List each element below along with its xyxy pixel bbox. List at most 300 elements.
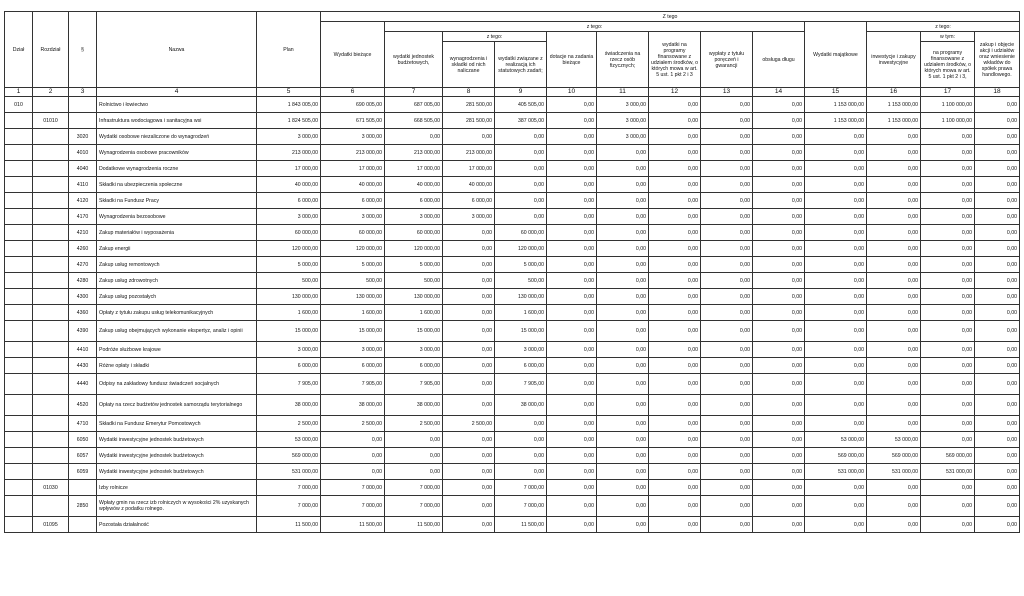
- column-number: 7: [385, 88, 443, 97]
- cell-inwestycje: 531 000,00: [867, 464, 921, 480]
- cell-zadania-statutowe: 500,00: [495, 273, 547, 289]
- cell-programy: 0,00: [649, 432, 701, 448]
- cell-dotacje: 0,00: [547, 395, 597, 416]
- cell-programy: 0,00: [649, 257, 701, 273]
- header-zadania-statutowe: wydatki związane z realizacją ich statutowych zadań;: [495, 42, 547, 88]
- cell-rozdzial: [33, 374, 69, 395]
- header-wydatki-majatkowe: Wydatki majątkowe: [805, 22, 867, 88]
- table-header: [5, 12, 1020, 97]
- header-paragraf: §: [69, 12, 97, 88]
- cell-inwestycje: 0,00: [867, 193, 921, 209]
- cell-paragraf: 4300: [69, 289, 97, 305]
- cell-dotacje: 0,00: [547, 416, 597, 432]
- cell-dotacje: 0,00: [547, 177, 597, 193]
- cell-swiadczenia: 0,00: [597, 305, 649, 321]
- cell-nazwa: Rolnictwo i łowiectwo: [97, 97, 257, 113]
- cell-poreczenia: 0,00: [701, 342, 753, 358]
- column-number: 12: [649, 88, 701, 97]
- cell-wydatki-jednostek: 500,00: [385, 273, 443, 289]
- cell-inwestycje: 0,00: [867, 289, 921, 305]
- cell-rozdzial: [33, 97, 69, 113]
- cell-dzial: [5, 145, 33, 161]
- cell-rozdzial: [33, 358, 69, 374]
- cell-rozdzial: [33, 321, 69, 342]
- cell-akcje: 0,00: [975, 225, 1020, 241]
- cell-wydatki-majatkowe: 569 000,00: [805, 448, 867, 464]
- cell-akcje: 0,00: [975, 464, 1020, 480]
- cell-wydatki-biezace: 6 000,00: [321, 193, 385, 209]
- cell-poreczenia: 0,00: [701, 257, 753, 273]
- cell-wydatki-majatkowe: 0,00: [805, 257, 867, 273]
- cell-dzial: [5, 177, 33, 193]
- cell-zadania-statutowe: 15 000,00: [495, 321, 547, 342]
- cell-obsluga-dlugu: 0,00: [753, 289, 805, 305]
- cell-paragraf: 4120: [69, 193, 97, 209]
- cell-zadania-statutowe: 7 000,00: [495, 480, 547, 496]
- table-row: [5, 448, 1020, 464]
- cell-plan: 569 000,00: [257, 448, 321, 464]
- cell-nazwa: Wpłaty gmin na rzecz izb rolniczych w wysokości 2% uzyskanych wpływów z podatku rolnego.: [97, 496, 257, 517]
- column-number: 11: [597, 88, 649, 97]
- cell-programy: 0,00: [649, 321, 701, 342]
- cell-na-programy: 0,00: [921, 321, 975, 342]
- cell-wydatki-majatkowe: 0,00: [805, 480, 867, 496]
- cell-obsluga-dlugu: 0,00: [753, 416, 805, 432]
- cell-wynagrodzenia: 0,00: [443, 342, 495, 358]
- cell-wydatki-majatkowe: 0,00: [805, 374, 867, 395]
- cell-swiadczenia: 0,00: [597, 209, 649, 225]
- cell-programy: 0,00: [649, 342, 701, 358]
- cell-programy: 0,00: [649, 448, 701, 464]
- cell-paragraf: 6057: [69, 448, 97, 464]
- cell-wydatki-jednostek: 7 000,00: [385, 480, 443, 496]
- cell-zadania-statutowe: 11 500,00: [495, 517, 547, 533]
- cell-zadania-statutowe: 38 000,00: [495, 395, 547, 416]
- cell-obsluga-dlugu: 0,00: [753, 97, 805, 113]
- cell-obsluga-dlugu: 0,00: [753, 145, 805, 161]
- cell-programy: 0,00: [649, 241, 701, 257]
- cell-dzial: [5, 113, 33, 129]
- cell-na-programy: 0,00: [921, 225, 975, 241]
- cell-wydatki-majatkowe: 0,00: [805, 395, 867, 416]
- cell-wydatki-jednostek: 130 000,00: [385, 289, 443, 305]
- cell-obsluga-dlugu: 0,00: [753, 193, 805, 209]
- cell-wydatki-jednostek: 6 000,00: [385, 358, 443, 374]
- cell-dotacje: 0,00: [547, 496, 597, 517]
- cell-na-programy: 0,00: [921, 257, 975, 273]
- column-number: 9: [495, 88, 547, 97]
- cell-plan: 38 000,00: [257, 395, 321, 416]
- cell-nazwa: Różne opłaty i składki: [97, 358, 257, 374]
- cell-akcje: 0,00: [975, 257, 1020, 273]
- cell-programy: 0,00: [649, 496, 701, 517]
- cell-inwestycje: 0,00: [867, 225, 921, 241]
- cell-wydatki-jednostek: 17 000,00: [385, 161, 443, 177]
- cell-plan: 15 000,00: [257, 321, 321, 342]
- cell-paragraf: 4710: [69, 416, 97, 432]
- cell-zadania-statutowe: 1 600,00: [495, 305, 547, 321]
- cell-paragraf: 4430: [69, 358, 97, 374]
- cell-paragraf: 4110: [69, 177, 97, 193]
- table-row: [5, 241, 1020, 257]
- cell-wydatki-biezace: 2 500,00: [321, 416, 385, 432]
- header-z-tego-top: Z tego: [321, 12, 1020, 22]
- cell-na-programy: 0,00: [921, 342, 975, 358]
- header-programy: wydatki na programy finansowane z udziałem środków, o których mowa w art. 5 ust. 1 pkt 2 i 3: [649, 32, 701, 88]
- cell-na-programy: 1 100 000,00: [921, 113, 975, 129]
- cell-zadania-statutowe: 0,00: [495, 129, 547, 145]
- cell-wynagrodzenia: 3 000,00: [443, 209, 495, 225]
- cell-nazwa: Składki na ubezpieczenia społeczne: [97, 177, 257, 193]
- cell-rozdzial: [33, 448, 69, 464]
- cell-poreczenia: 0,00: [701, 97, 753, 113]
- cell-rozdzial: [33, 464, 69, 480]
- cell-zadania-statutowe: 120 000,00: [495, 241, 547, 257]
- header-dzial: Dział: [5, 12, 33, 88]
- column-number: 1: [5, 88, 33, 97]
- table-row: [5, 193, 1020, 209]
- header-wydatki-biezace: Wydatki bieżące: [321, 22, 385, 88]
- cell-inwestycje: 1 153 000,00: [867, 113, 921, 129]
- cell-plan: 120 000,00: [257, 241, 321, 257]
- cell-plan: 5 000,00: [257, 257, 321, 273]
- table-row: [5, 257, 1020, 273]
- cell-paragraf: [69, 480, 97, 496]
- column-number: 10: [547, 88, 597, 97]
- cell-rozdzial: [33, 342, 69, 358]
- cell-wynagrodzenia: 0,00: [443, 358, 495, 374]
- cell-wydatki-jednostek: 120 000,00: [385, 241, 443, 257]
- cell-wydatki-majatkowe: 1 153 000,00: [805, 97, 867, 113]
- cell-plan: 7 000,00: [257, 480, 321, 496]
- cell-plan: 1 843 005,00: [257, 97, 321, 113]
- cell-programy: 0,00: [649, 209, 701, 225]
- cell-dzial: [5, 129, 33, 145]
- cell-wydatki-biezace: 213 000,00: [321, 145, 385, 161]
- cell-akcje: 0,00: [975, 496, 1020, 517]
- cell-zadania-statutowe: 5 000,00: [495, 257, 547, 273]
- cell-swiadczenia: 0,00: [597, 480, 649, 496]
- cell-wydatki-majatkowe: 1 153 000,00: [805, 113, 867, 129]
- cell-rozdzial: [33, 305, 69, 321]
- cell-swiadczenia: 0,00: [597, 448, 649, 464]
- header-swiadczenia: świadczenia na rzecz osób fizycznych;: [597, 32, 649, 88]
- column-number: 16: [867, 88, 921, 97]
- cell-wydatki-jednostek: 3 000,00: [385, 342, 443, 358]
- cell-nazwa: Wydatki osobowe niezaliczone do wynagrodzeń: [97, 129, 257, 145]
- cell-akcje: 0,00: [975, 448, 1020, 464]
- cell-zadania-statutowe: 387 005,00: [495, 113, 547, 129]
- cell-wydatki-biezace: 1 600,00: [321, 305, 385, 321]
- cell-nazwa: Zakup usług obejmujących wykonanie ekspertyz, analiz i opinii: [97, 321, 257, 342]
- cell-akcje: 0,00: [975, 193, 1020, 209]
- cell-dzial: 010: [5, 97, 33, 113]
- cell-paragraf: 4040: [69, 161, 97, 177]
- cell-dzial: [5, 374, 33, 395]
- table-row: [5, 432, 1020, 448]
- cell-rozdzial: [33, 273, 69, 289]
- cell-inwestycje: 0,00: [867, 177, 921, 193]
- cell-wydatki-biezace: 3 000,00: [321, 129, 385, 145]
- cell-inwestycje: 0,00: [867, 129, 921, 145]
- cell-na-programy: 0,00: [921, 145, 975, 161]
- cell-wydatki-biezace: 690 005,00: [321, 97, 385, 113]
- table-row: [5, 289, 1020, 305]
- table-row: [5, 342, 1020, 358]
- cell-paragraf: 4520: [69, 395, 97, 416]
- cell-poreczenia: 0,00: [701, 416, 753, 432]
- cell-akcje: 0,00: [975, 342, 1020, 358]
- cell-plan: 11 500,00: [257, 517, 321, 533]
- cell-inwestycje: 0,00: [867, 161, 921, 177]
- cell-obsluga-dlugu: 0,00: [753, 209, 805, 225]
- cell-inwestycje: 0,00: [867, 321, 921, 342]
- cell-dzial: [5, 161, 33, 177]
- cell-nazwa: Odpisy na zakładowy fundusz świadczeń socjalnych: [97, 374, 257, 395]
- cell-nazwa: Izby rolnicze: [97, 480, 257, 496]
- cell-wynagrodzenia: 0,00: [443, 257, 495, 273]
- cell-poreczenia: 0,00: [701, 161, 753, 177]
- cell-na-programy: 0,00: [921, 129, 975, 145]
- cell-rozdzial: [33, 241, 69, 257]
- cell-plan: 7 905,00: [257, 374, 321, 395]
- table-row: [5, 161, 1020, 177]
- cell-poreczenia: 0,00: [701, 225, 753, 241]
- cell-na-programy: 0,00: [921, 193, 975, 209]
- header-w-tym: w tym:: [921, 32, 975, 42]
- cell-dzial: [5, 209, 33, 225]
- cell-wydatki-majatkowe: 0,00: [805, 342, 867, 358]
- cell-swiadczenia: 0,00: [597, 289, 649, 305]
- cell-swiadczenia: 0,00: [597, 432, 649, 448]
- column-number: 14: [753, 88, 805, 97]
- cell-akcje: 0,00: [975, 145, 1020, 161]
- cell-dzial: [5, 416, 33, 432]
- cell-obsluga-dlugu: 0,00: [753, 225, 805, 241]
- cell-wynagrodzenia: 6 000,00: [443, 193, 495, 209]
- budget-table-sheet: [4, 11, 1019, 533]
- cell-paragraf: 4170: [69, 209, 97, 225]
- cell-programy: 0,00: [649, 161, 701, 177]
- column-number: 15: [805, 88, 867, 97]
- cell-wynagrodzenia: 281 500,00: [443, 97, 495, 113]
- cell-zadania-statutowe: 7 000,00: [495, 496, 547, 517]
- cell-wydatki-majatkowe: 0,00: [805, 496, 867, 517]
- cell-programy: 0,00: [649, 145, 701, 161]
- cell-wydatki-jednostek: 0,00: [385, 129, 443, 145]
- cell-wydatki-jednostek: 668 505,00: [385, 113, 443, 129]
- cell-wynagrodzenia: 40 000,00: [443, 177, 495, 193]
- cell-dzial: [5, 342, 33, 358]
- cell-nazwa: Zakup usług remontowych: [97, 257, 257, 273]
- cell-wydatki-biezace: 17 000,00: [321, 161, 385, 177]
- header-z-tego-biezace: z tego:: [385, 22, 805, 32]
- table-row: [5, 358, 1020, 374]
- cell-na-programy: 0,00: [921, 305, 975, 321]
- cell-swiadczenia: 0,00: [597, 395, 649, 416]
- cell-programy: 0,00: [649, 464, 701, 480]
- table-row: [5, 129, 1020, 145]
- cell-nazwa: Opłaty na rzecz budżetów jednostek samorządu terytorialnego: [97, 395, 257, 416]
- cell-rozdzial: [33, 496, 69, 517]
- cell-nazwa: Infrastruktura wodociągowa i sanitacyjna wsi: [97, 113, 257, 129]
- cell-plan: 500,00: [257, 273, 321, 289]
- cell-swiadczenia: 0,00: [597, 225, 649, 241]
- cell-rozdzial: [33, 432, 69, 448]
- cell-zadania-statutowe: 0,00: [495, 448, 547, 464]
- cell-wynagrodzenia: 281 500,00: [443, 113, 495, 129]
- cell-wydatki-majatkowe: 0,00: [805, 129, 867, 145]
- cell-wydatki-majatkowe: 0,00: [805, 193, 867, 209]
- cell-akcje: 0,00: [975, 374, 1020, 395]
- cell-inwestycje: 0,00: [867, 480, 921, 496]
- cell-wydatki-majatkowe: 0,00: [805, 225, 867, 241]
- header-z-tego-majatkowe: z tego:: [867, 22, 1020, 32]
- cell-wydatki-biezace: 5 000,00: [321, 257, 385, 273]
- table-row: [5, 177, 1020, 193]
- column-number: 17: [921, 88, 975, 97]
- table-row: [5, 305, 1020, 321]
- cell-dzial: [5, 289, 33, 305]
- cell-na-programy: 0,00: [921, 241, 975, 257]
- cell-rozdzial: 01095: [33, 517, 69, 533]
- cell-wynagrodzenia: 0,00: [443, 395, 495, 416]
- cell-wynagrodzenia: 0,00: [443, 496, 495, 517]
- cell-wydatki-jednostek: 213 000,00: [385, 145, 443, 161]
- cell-nazwa: Wydatki inwestycyjne jednostek budżetowych: [97, 432, 257, 448]
- column-number: 5: [257, 88, 321, 97]
- cell-swiadczenia: 3 000,00: [597, 129, 649, 145]
- cell-zadania-statutowe: 0,00: [495, 416, 547, 432]
- cell-plan: 130 000,00: [257, 289, 321, 305]
- cell-wydatki-majatkowe: 0,00: [805, 358, 867, 374]
- cell-nazwa: Dodatkowe wynagrodzenia roczne: [97, 161, 257, 177]
- cell-rozdzial: [33, 416, 69, 432]
- cell-wydatki-jednostek: 15 000,00: [385, 321, 443, 342]
- cell-wydatki-majatkowe: 531 000,00: [805, 464, 867, 480]
- cell-dotacje: 0,00: [547, 225, 597, 241]
- cell-akcje: 0,00: [975, 517, 1020, 533]
- cell-na-programy: 0,00: [921, 161, 975, 177]
- cell-na-programy: 0,00: [921, 358, 975, 374]
- cell-obsluga-dlugu: 0,00: [753, 113, 805, 129]
- table-row: [5, 145, 1020, 161]
- cell-akcje: 0,00: [975, 241, 1020, 257]
- cell-wynagrodzenia: 0,00: [443, 273, 495, 289]
- cell-rozdzial: [33, 395, 69, 416]
- header-wydatki-jednostek: wydatki jednostek budżetowych,: [385, 32, 443, 88]
- cell-wydatki-majatkowe: 0,00: [805, 209, 867, 225]
- cell-swiadczenia: 0,00: [597, 273, 649, 289]
- cell-dotacje: 0,00: [547, 305, 597, 321]
- cell-paragraf: 3020: [69, 129, 97, 145]
- cell-obsluga-dlugu: 0,00: [753, 273, 805, 289]
- cell-programy: 0,00: [649, 374, 701, 395]
- cell-dotacje: 0,00: [547, 257, 597, 273]
- cell-akcje: 0,00: [975, 97, 1020, 113]
- cell-nazwa: Wynagrodzenia osobowe pracowników: [97, 145, 257, 161]
- cell-programy: 0,00: [649, 97, 701, 113]
- cell-dotacje: 0,00: [547, 161, 597, 177]
- cell-programy: 0,00: [649, 193, 701, 209]
- cell-inwestycje: 0,00: [867, 517, 921, 533]
- cell-na-programy: 0,00: [921, 273, 975, 289]
- cell-dzial: [5, 395, 33, 416]
- cell-wynagrodzenia: 0,00: [443, 225, 495, 241]
- cell-poreczenia: 0,00: [701, 289, 753, 305]
- cell-dzial: [5, 448, 33, 464]
- cell-zadania-statutowe: 7 905,00: [495, 374, 547, 395]
- cell-wynagrodzenia: 17 000,00: [443, 161, 495, 177]
- cell-paragraf: [69, 97, 97, 113]
- column-number: 6: [321, 88, 385, 97]
- cell-dzial: [5, 496, 33, 517]
- cell-wydatki-jednostek: 2 500,00: [385, 416, 443, 432]
- cell-obsluga-dlugu: 0,00: [753, 177, 805, 193]
- cell-poreczenia: 0,00: [701, 464, 753, 480]
- cell-rozdzial: [33, 177, 69, 193]
- table-row: [5, 374, 1020, 395]
- header-z-tego-jednostek: z tego:: [443, 32, 547, 42]
- cell-na-programy: 569 000,00: [921, 448, 975, 464]
- cell-swiadczenia: 0,00: [597, 342, 649, 358]
- cell-akcje: 0,00: [975, 177, 1020, 193]
- cell-na-programy: 531 000,00: [921, 464, 975, 480]
- cell-zadania-statutowe: 0,00: [495, 193, 547, 209]
- header-nazwa: Nazwa: [97, 12, 257, 88]
- cell-plan: 40 000,00: [257, 177, 321, 193]
- cell-inwestycje: 0,00: [867, 342, 921, 358]
- cell-plan: 3 000,00: [257, 209, 321, 225]
- cell-plan: 6 000,00: [257, 358, 321, 374]
- cell-wydatki-majatkowe: 0,00: [805, 416, 867, 432]
- cell-wynagrodzenia: 2 500,00: [443, 416, 495, 432]
- cell-dotacje: 0,00: [547, 480, 597, 496]
- cell-wydatki-biezace: 0,00: [321, 432, 385, 448]
- cell-dzial: [5, 225, 33, 241]
- header-poreczenia: wypłaty z tytułu poręczeń i gwarancji: [701, 32, 753, 88]
- cell-wydatki-majatkowe: 0,00: [805, 145, 867, 161]
- cell-swiadczenia: 0,00: [597, 161, 649, 177]
- cell-wydatki-biezace: 11 500,00: [321, 517, 385, 533]
- cell-poreczenia: 0,00: [701, 480, 753, 496]
- table-row: [5, 209, 1020, 225]
- cell-dotacje: 0,00: [547, 289, 597, 305]
- cell-poreczenia: 0,00: [701, 305, 753, 321]
- cell-nazwa: Składki na Fundusz Emerytur Pomostowych: [97, 416, 257, 432]
- cell-akcje: 0,00: [975, 432, 1020, 448]
- cell-nazwa: Zakup usług pozostałych: [97, 289, 257, 305]
- cell-na-programy: 0,00: [921, 395, 975, 416]
- cell-dotacje: 0,00: [547, 342, 597, 358]
- cell-swiadczenia: 3 000,00: [597, 113, 649, 129]
- cell-na-programy: 0,00: [921, 416, 975, 432]
- cell-wydatki-biezace: 120 000,00: [321, 241, 385, 257]
- cell-swiadczenia: 0,00: [597, 496, 649, 517]
- cell-rozdzial: 01030: [33, 480, 69, 496]
- cell-wynagrodzenia: 0,00: [443, 321, 495, 342]
- cell-swiadczenia: 0,00: [597, 464, 649, 480]
- cell-inwestycje: 53 000,00: [867, 432, 921, 448]
- budget-table: [4, 11, 1020, 533]
- cell-wydatki-biezace: 500,00: [321, 273, 385, 289]
- cell-wydatki-majatkowe: 53 000,00: [805, 432, 867, 448]
- table-row: [5, 517, 1020, 533]
- cell-dotacje: 0,00: [547, 209, 597, 225]
- header-wynagrodzenia: wynagrodzenia i składki od nich naliczane: [443, 42, 495, 88]
- cell-obsluga-dlugu: 0,00: [753, 358, 805, 374]
- cell-inwestycje: 0,00: [867, 273, 921, 289]
